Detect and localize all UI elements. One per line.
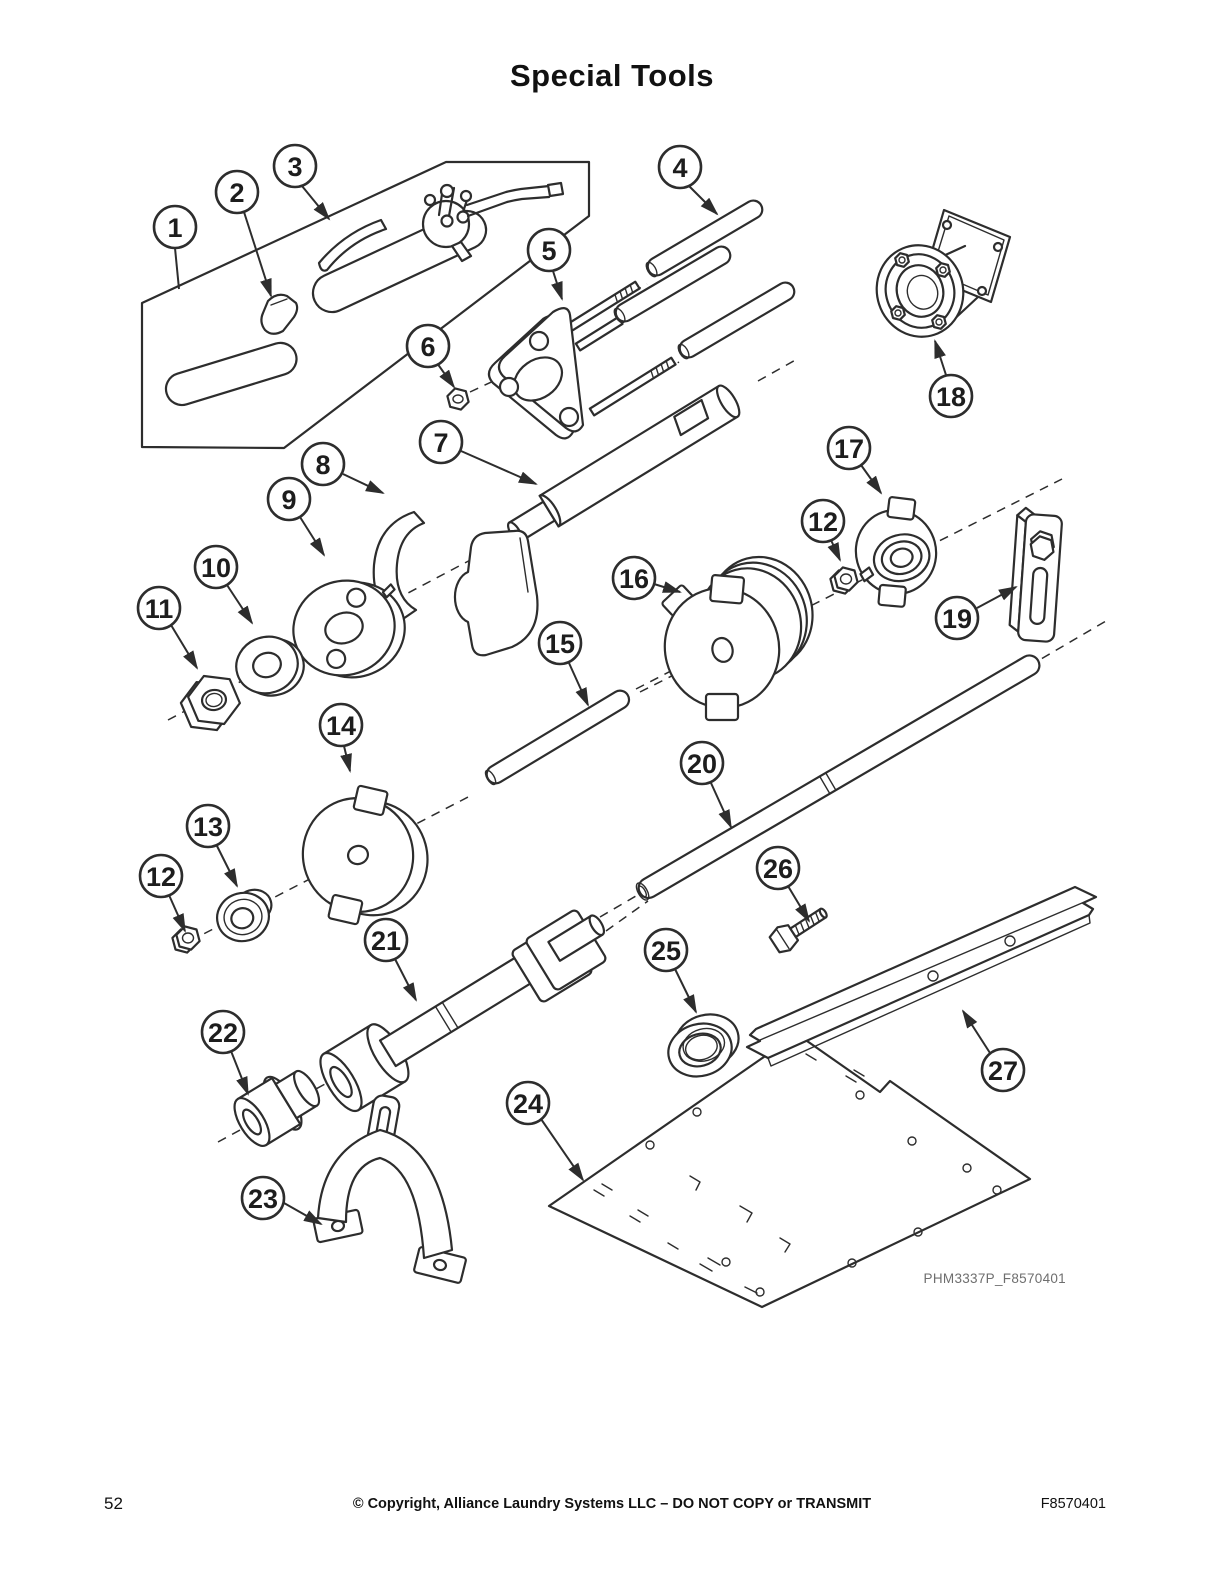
part-12-locknut-upper [830, 567, 857, 593]
callout-1 [154, 206, 196, 248]
figure-code: PHM3337P_F8570401 [923, 1271, 1066, 1286]
callout-10-number: 10 [200, 553, 232, 583]
callout-12-lower-number: 12 [145, 862, 177, 892]
part-18-bearing-adapter [865, 210, 1010, 348]
callout-7 [420, 421, 462, 463]
callout-16 [613, 557, 655, 599]
copyright-line: © Copyright, Alliance Laundry Systems LLC – DO NOT COPY or TRANSMIT [352, 1496, 872, 1512]
part-24-base-plate [549, 1034, 1030, 1307]
callout-27-number: 27 [987, 1056, 1019, 1086]
callout-21-number: 21 [370, 926, 402, 956]
part-25-ring [661, 1008, 747, 1084]
callout-9-number: 9 [281, 485, 297, 515]
callout-27 [982, 1049, 1024, 1091]
part-6-nut [447, 388, 468, 409]
part-23-arch-bracket [313, 1094, 466, 1283]
callout-17-number: 17 [833, 434, 865, 464]
part-26-bolt [768, 901, 833, 956]
part-14-cam-plate [288, 773, 442, 934]
page-title: Special Tools [509, 58, 715, 93]
callout-4 [659, 146, 701, 188]
callout-3 [274, 145, 316, 187]
callout-15-number: 15 [544, 629, 576, 659]
callout-23-number: 23 [247, 1184, 279, 1214]
callout-21 [365, 919, 407, 961]
part-22-spacer [226, 1059, 329, 1154]
callout-13 [187, 805, 229, 847]
part-12-locknut-lower [172, 926, 199, 952]
page-number: 52 [104, 1494, 123, 1513]
callout-12-lower [140, 855, 182, 897]
part-27-notched-rail [747, 887, 1096, 1066]
callout-6 [407, 325, 449, 367]
page-footer [0, 1494, 1224, 1524]
callout-8 [302, 443, 344, 485]
callout-26 [757, 847, 799, 889]
callout-25 [645, 929, 687, 971]
part-11-hex-nut [178, 672, 244, 735]
callout-26-number: 26 [762, 854, 794, 884]
callout-25-number: 25 [650, 936, 682, 966]
callout-14 [320, 704, 362, 746]
callout-24 [507, 1082, 549, 1124]
callout-4-number: 4 [672, 153, 688, 183]
callout-20 [681, 742, 723, 784]
part-4-tubes [612, 197, 798, 361]
callout-8-number: 8 [315, 450, 331, 480]
part-21-pivot-bolt [313, 909, 608, 1117]
callout-18 [930, 375, 972, 417]
callout-15 [539, 622, 581, 664]
callout-12-upper [802, 500, 844, 542]
callout-5-number: 5 [541, 236, 557, 266]
callout-1-number: 1 [167, 213, 183, 243]
callout-20-number: 20 [686, 749, 718, 779]
callout-22 [202, 1011, 244, 1053]
part-15-rod [483, 687, 632, 787]
callout-7-number: 7 [433, 428, 449, 458]
callout-19 [936, 597, 978, 639]
callout-3-number: 3 [287, 152, 303, 182]
callout-17 [828, 427, 870, 469]
callout-11 [138, 587, 180, 629]
callout-5 [528, 229, 570, 271]
callout-23 [242, 1177, 284, 1219]
callout-18-number: 18 [935, 382, 967, 412]
callout-19-number: 19 [941, 604, 973, 634]
callout-16-number: 16 [618, 564, 650, 594]
part-17-cam-bearing [843, 489, 949, 616]
callout-14-number: 14 [325, 711, 357, 741]
document-number: F8570401 [1040, 1496, 1106, 1512]
callout-13-number: 13 [192, 812, 224, 842]
callout-11-number: 11 [144, 594, 174, 624]
callout-12-upper-number: 12 [807, 507, 839, 537]
part-16-cam-pulley [646, 545, 835, 734]
callout-9 [268, 478, 310, 520]
callout-24-number: 24 [512, 1089, 544, 1119]
callout-2-number: 2 [229, 178, 245, 208]
callout-10 [195, 546, 237, 588]
part-19-slotted-bar [1009, 507, 1063, 642]
callout-2 [216, 171, 258, 213]
callout-6-number: 6 [420, 332, 436, 362]
part-13-bushing [212, 886, 279, 947]
callout-22-number: 22 [207, 1018, 239, 1048]
